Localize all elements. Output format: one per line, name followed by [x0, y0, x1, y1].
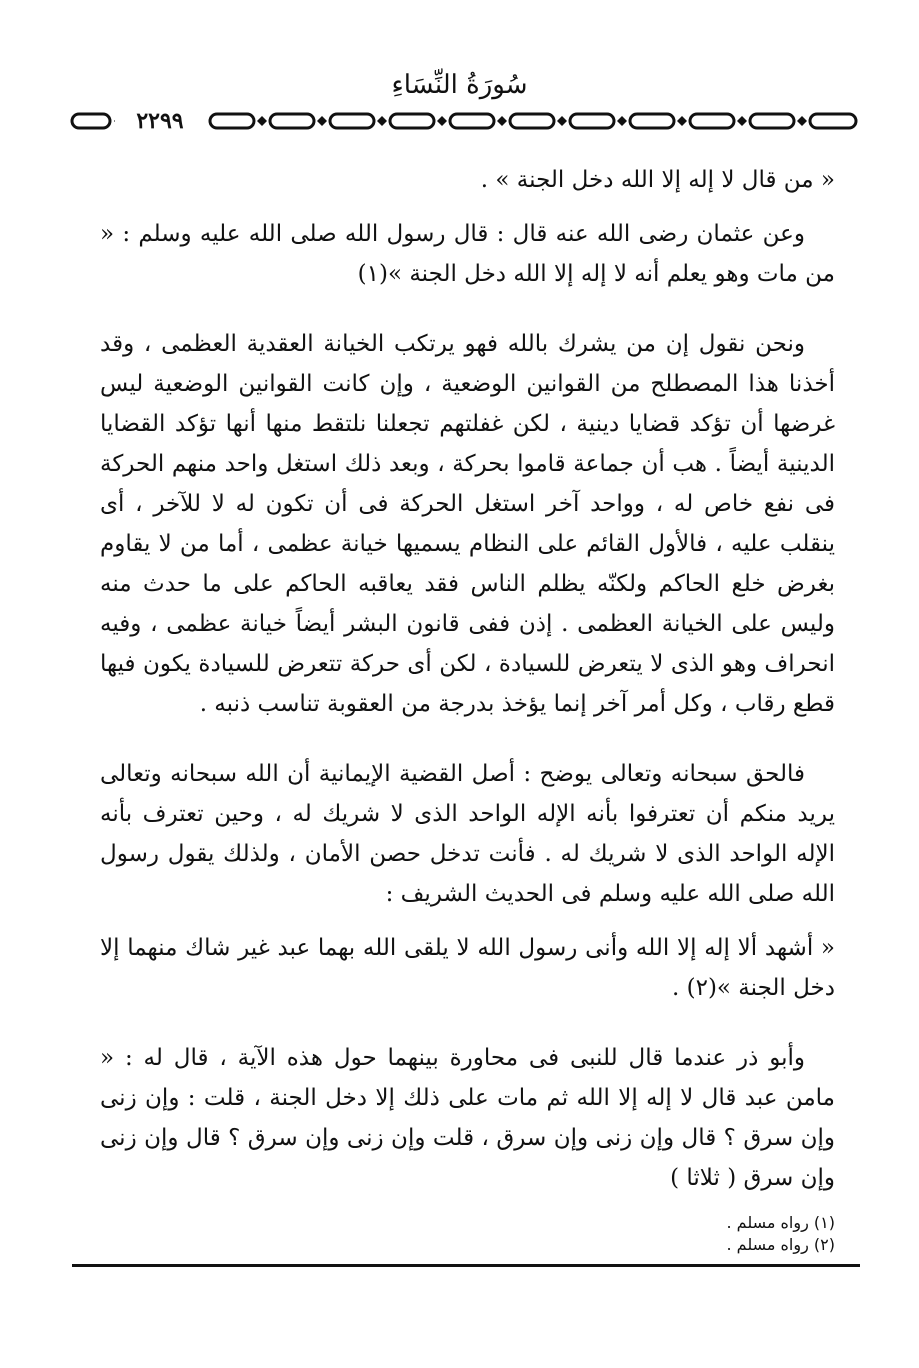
paragraph-hadith-shahada: « أشهد ألا إله إلا الله وأنى رسول الله لا يلقى الله بهما عبد غير شاك منهما إلا دخل الجنة »(٢) .	[100, 935, 835, 1001]
footnote-2: (٢) رواه مسلم .	[726, 1235, 835, 1254]
footnotes	[480, 1212, 835, 1256]
footnote-1: (١) رواه مسلم .	[726, 1213, 835, 1232]
page-number: ٢٢٩٩	[115, 106, 205, 136]
paragraph-hadith-uthman: وعن عثمان رضى الله عنه قال : قال رسول الله صلى الله عليه وسلم : « من مات وهو يعلم أنه لا إله إلا الله دخل الجنة »(١)	[100, 221, 835, 287]
bottom-rule	[72, 1264, 860, 1267]
paragraph-explanation: فالحق سبحانه وتعالى يوضح : أصل القضية الإيمانية أن الله سبحانه وتعالى يريد منكم أن تعترفوا بأنه الإله الواحد الذى لا شريك له ، وحين تعترف بأنه الإله الواحد الذى لا شريك له . فأنت تدخل حصن الأمان ، ولذلك يقول رسول الله صلى الله عليه وسلم فى الحديث الشريف :	[100, 761, 835, 907]
main-text	[100, 160, 835, 1198]
paragraph-abu-dharr: وأبو ذر عندما قال للنبى فى محاورة بينهما حول هذه الآية ، قال له : « مامن عبد قال لا إله إلا الله ثم مات على ذلك إلا دخل الجنة ، قلت : وإن زنى وإن سرق ؟ قال وإن زنى وإن سرق ، قلت وإن زنى وإن سرق ؟ قال وإن زنى وإن سرق ( ثلاثا )	[100, 1045, 835, 1191]
paragraph-hadith-1: « من قال لا إله إلا الله دخل الجنة » .	[480, 167, 835, 193]
surah-title: سُورَةُ النِّسَاءِ	[391, 70, 528, 100]
paragraph-high-treason: ونحن نقول إن من يشرك بالله فهو يرتكب الخيانة العقدية العظمى ، وقد أخذنا هذا المصطلح من القوانين الوضعية ، وإن كانت القوانين الوضعية ليس غرضها أن تؤكد قضايا دينية ، لكن غفلتهم تجعلنا نلتقط منها أنها تؤكد القضايا الدينية أيضاً . هب أن جماعة قاموا بحركة ، وبعد ذلك استغل واحد منهم الحركة فى نفع خاص له ، وواحد آخر استغل الحركة فى أن تكون له لا للآخر ، أى ينقلب عليه ، فالأول القائم على النظام يسميها خيانة عظمى ، أما من لا يقاوم بغرض خلع الحاكم ولكنّه يظلم الناس فقد يعاقبه الحاكم على ما حدث منه وليس على الخيانة العظمى . إذن ففى قانون البشر أيضاً خيانة عظمى ، وفيه انحراف وهو الذى لا يتعرض للسيادة ، لكن أى حركة تتعرض للسيادة يكون فيها قطع رقاب ، وكل أمر آخر إنما يؤخذ بدرجة من العقوبة تناسب ذنبه .	[100, 331, 835, 717]
